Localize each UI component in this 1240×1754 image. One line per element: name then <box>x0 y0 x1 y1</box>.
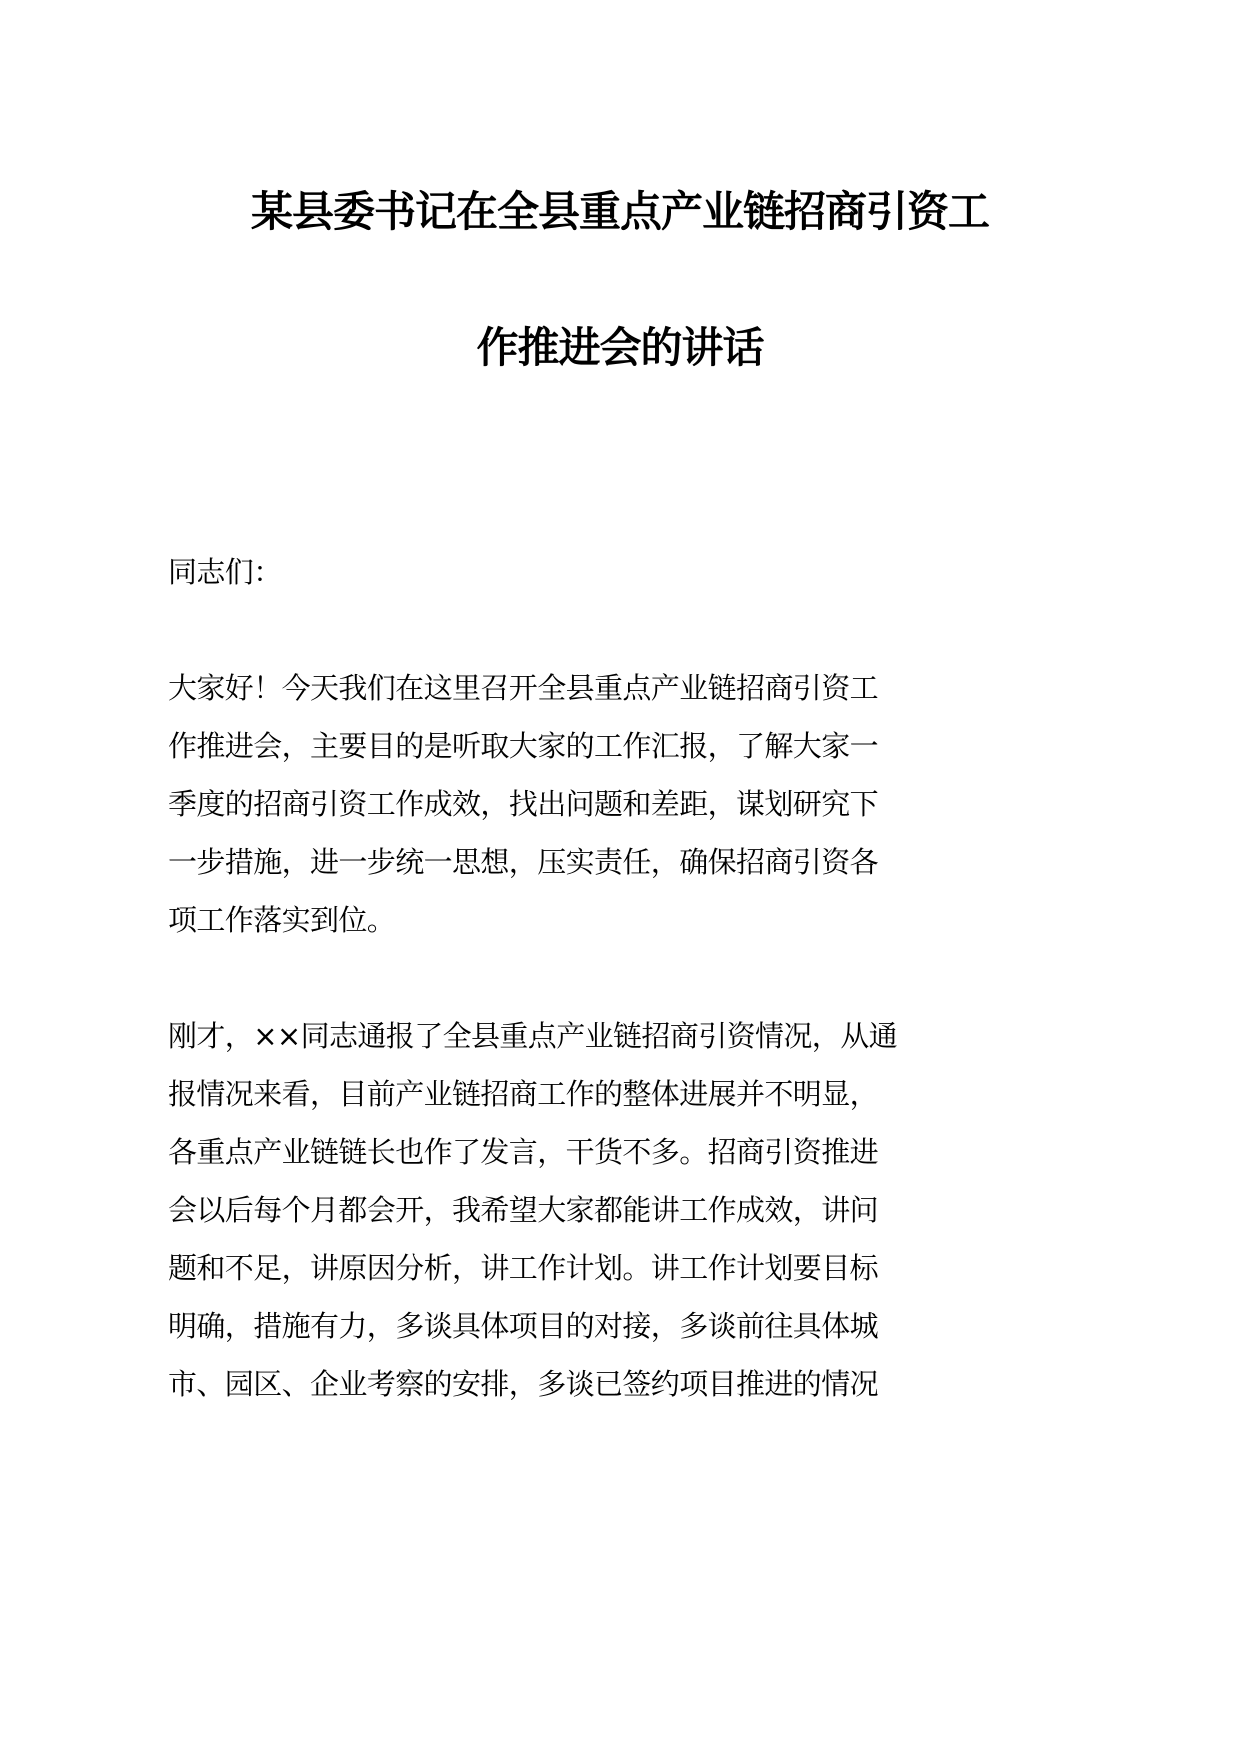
paragraph-line: 会以后每个月都会开，我希望大家都能讲工作成效，讲问 <box>168 1193 879 1227</box>
salutation: 同志们： <box>168 555 282 589</box>
paragraph-line: 季度的招商引资工作成效，找出问题和差距，谋划研究下 <box>168 787 879 821</box>
paragraph-line: 明确，措施有力，多谈具体项目的对接，多谈前往具体城 <box>168 1309 879 1343</box>
paragraph-line: 市、园区、企业考察的安排，多谈已签约项目推进的情况 <box>168 1367 879 1401</box>
paragraph-line: 题和不足，讲原因分析，讲工作计划。讲工作计划要目标 <box>168 1251 879 1285</box>
paragraph-line: 报情况来看，目前产业链招商工作的整体进展并不明显， <box>168 1077 879 1111</box>
paragraph-line: 作推进会，主要目的是听取大家的工作汇报，了解大家一 <box>168 729 879 763</box>
document-title-line-2: 作推进会的讲话 <box>476 323 764 372</box>
paragraph-line: 一步措施，进一步统一思想，压实责任，确保招商引资各 <box>168 845 879 879</box>
paragraph-line: 刚才，××同志通报了全县重点产业链招商引资情况，从通 <box>168 1019 897 1053</box>
paragraph-line: 项工作落实到位。 <box>168 903 396 937</box>
document-title-line-1: 某县委书记在全县重点产业链招商引资工 <box>250 187 989 236</box>
paragraph-line: 大家好！今天我们在这里召开全县重点产业链招商引资工 <box>168 671 879 705</box>
paragraph-line: 各重点产业链链长也作了发言，干货不多。招商引资推进 <box>168 1135 879 1169</box>
